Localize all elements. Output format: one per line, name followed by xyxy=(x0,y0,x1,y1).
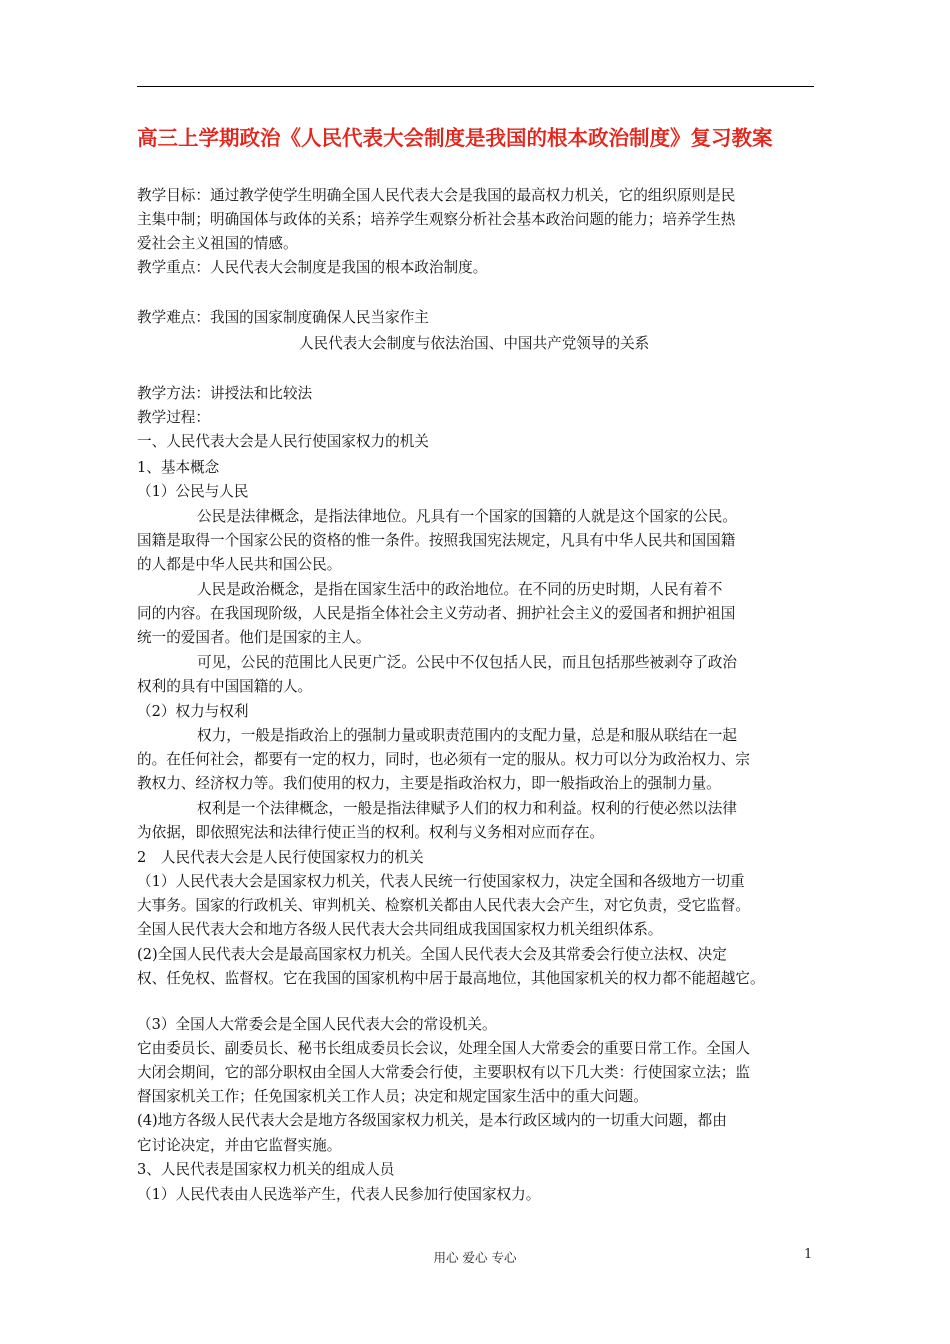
text-line: （1）公民与人民 xyxy=(137,483,249,500)
text-line: （1）人民代表由人民选举产生，代表人民参加行使国家权力。 xyxy=(137,1186,541,1203)
text-line: 全国人民代表大会和地方各级人民代表大会共同组成我国国家权力机关组织体系。 xyxy=(137,921,663,938)
text-line: 一、人民代表大会是人民行使国家权力的机关 xyxy=(137,433,429,450)
text-line: 教学重点：人民代表大会制度是我国的根本政治制度。 xyxy=(137,259,488,276)
text-line: 统一的爱国者。他们是国家的主人。 xyxy=(137,629,371,646)
text-line: 爱社会主义祖国的情感。 xyxy=(137,235,298,252)
text-line: 主集中制；明确国体与政体的关系；培养学生观察分析社会基本政治问题的能力；培养学生热 xyxy=(137,211,736,228)
text-line: 为依据，即依照宪法和法律行使正当的权利。权利与义务相对应而存在。 xyxy=(137,824,605,841)
text-line: 3、人民代表是国家权力机关的组成人员 xyxy=(137,1161,395,1178)
text-line: 权、任免权、监督权。它在我国的国家机构中居于最高地位，其他国家机关的权力都不能超越它。 xyxy=(137,970,765,987)
text-line: 大闭会期间，它的部分职权由全国人大常委会行使，主要职权有以下几大类：行使国家立法；监 xyxy=(137,1064,750,1081)
text-line: 公民是法律概念，是指法律地位。凡具有一个国家的国籍的人就是这个国家的公民。 xyxy=(197,508,737,525)
text-line: （1）人民代表大会是国家权力机关，代表人民统一行使国家权力，决定全国和各级地方一切重 xyxy=(137,873,745,890)
text-line: 2 人民代表大会是人民行使国家权力的机关 xyxy=(137,849,424,866)
text-line: 可见，公民的范围比人民更广泛。公民中不仅包括人民，而且包括那些被剥夺了政治 xyxy=(197,654,737,671)
text-line: 教权力、经济权力等。我们使用的权力，主要是指政治权力，即一般指政治上的强制力量。 xyxy=(137,775,721,792)
text-line: 人民代表大会制度与依法治国、中国共产党领导的关系 xyxy=(299,335,650,352)
document-title: 高三上学期政治《人民代表大会制度是我国的根本政治制度》复习教案 xyxy=(137,126,773,150)
text-line: (4)地方各级人民代表大会是地方各级国家权力机关，是本行政区域内的一切重大问题，都由 xyxy=(137,1112,727,1129)
text-line: 大事务。国家的行政机关、审判机关、检察机关都由人民代表大会产生，对它负责，受它监督。 xyxy=(137,897,750,914)
text-line: 教学过程： xyxy=(137,409,210,426)
header-rule xyxy=(137,86,814,87)
text-line: 同的内容。在我国现阶级，人民是指全体社会主义劳动者、拥护社会主义的爱国者和拥护祖国 xyxy=(137,605,736,622)
text-line: (2)全国人民代表大会是最高国家权力机关。全国人民代表大会及其常委会行使立法权、决定 xyxy=(137,946,727,963)
text-line: 国籍是取得一个国家公民的资格的惟一条件。按照我国宪法规定，凡具有中华人民共和国国籍 xyxy=(137,532,736,549)
text-line: （3）全国人大常委会是全国人民代表大会的常设机关。 xyxy=(137,1016,497,1033)
text-line: 权力，一般是指政治上的强制力量或职责范围内的支配力量，总是和服从联结在一起 xyxy=(197,727,737,744)
footer-motto: 用心 爱心 专心 xyxy=(433,1250,517,1265)
page-number: 1 xyxy=(804,1247,813,1262)
text-line: 它由委员长、副委员长、秘书长组成委员长会议，处理全国人大常委会的重要日常工作。全国人 xyxy=(137,1040,750,1057)
text-line: 权利是一个法律概念，一般是指法律赋予人们的权力和利益。权利的行使必然以法律 xyxy=(197,800,737,817)
text-line: 督国家机关工作；任免国家机关工作人员；决定和规定国家生活中的重大问题。 xyxy=(137,1088,648,1105)
text-line: 的。在任何社会，都要有一定的权力，同时，也必须有一定的服从。权力可以分为政治权力、宗 xyxy=(137,751,750,768)
text-line: 权利的具有中国国籍的人。 xyxy=(137,678,313,695)
text-line: 教学难点：我国的国家制度确保人民当家作主 xyxy=(137,309,429,326)
text-line: 的人都是中华人民共和国公民。 xyxy=(137,556,342,573)
text-line: 教学方法：讲授法和比较法 xyxy=(137,385,313,402)
text-line: 教学目标：通过教学使学生明确全国人民代表大会是我国的最高权力机关，它的组织原则是民 xyxy=(137,187,736,204)
text-line: 它讨论决定，并由它监督实施。 xyxy=(137,1137,342,1154)
text-line: 1、基本概念 xyxy=(137,459,220,476)
text-line: （2）权力与权利 xyxy=(137,703,249,720)
text-line: 人民是政治概念，是指在国家生活中的政治地位。在不同的历史时期，人民有着不 xyxy=(197,581,723,598)
